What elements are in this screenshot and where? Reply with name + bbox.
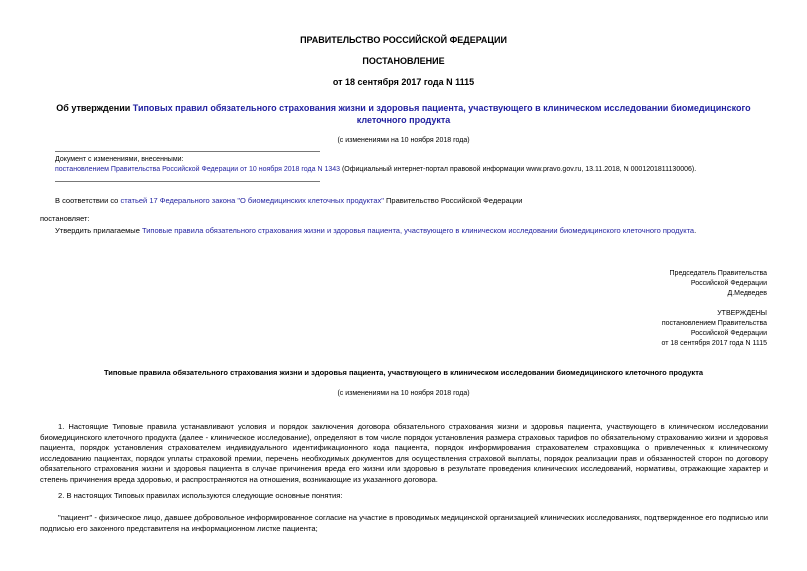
- amendment-link[interactable]: постановлением Правительства Российской Федерации от 10 ноября 2018 года N 1343: [55, 166, 341, 173]
- signature-position-2: Российской Федерации: [690, 280, 767, 287]
- rules-paragraph-2: 2. В настоящих Типовых правилах используются следующие основные понятия:: [58, 491, 343, 500]
- rules-paragraph-1: 1. Настоящие Типовые правила устанавливают условия и порядок заключения договора обязательного страхования жизни и здоровья пациента, участвующего в клиническом исследовании биомедицинского клеточного продукта (далее - клиническое исследование), определяют в том числе порядок установления размера страховых тарифов по обязательному страхованию жизни и здоровья пациента, порядок установления страхователем индивидуального идентификационного кода пациента, порядок информирования страхователем страховщика о привлеченных к клиническому исследованию пациентах, порядок уплаты страховой премии, перечень необходимых документов для осуществления страховой выплаты, порядок реализации прав и обязанностей сторон по договору обязательного страхования жизни и здоровья пациента в случае причинения вреда его жизни или здоровью в результате проведения клинических исследований, нормативы, отражающие характер и степень причинения вреда здоровью, и распространяются на отношения, возникающие из указанного договора.: [40, 422, 768, 484]
- document-title: [0, 103, 807, 113]
- federal-law-link[interactable]: статьей 17 Федерального закона "О биомедицинских клеточных продуктах": [120, 196, 384, 205]
- signature-name: Д.Медведев: [727, 290, 767, 297]
- approved-heading: УТВЕРЖДЕНЫ: [717, 310, 767, 317]
- decree-approve: [55, 226, 696, 235]
- approved-line-4: от 18 сентября 2017 года N 1115: [661, 340, 767, 347]
- approve-text-after: .: [694, 226, 697, 235]
- approved-rules-link[interactable]: Типовые правила обязательного страхования жизни и здоровья пациента, участвующего в клиническом исследовании биомедицинского клеточного продукта: [141, 226, 695, 235]
- document-date-number: от 18 сентября 2017 года N 1115: [332, 77, 475, 87]
- approved-line-3: Российской Федерации: [690, 330, 767, 337]
- title-link-continued[interactable]: клеточного продукта: [356, 115, 451, 125]
- approve-text-before: Утвердить прилагаемые: [55, 226, 142, 235]
- government-heading: ПРАВИТЕЛЬСТВО РОССИЙСКОЙ ФЕДЕРАЦИИ: [300, 35, 507, 45]
- decree-word: постановляет:: [40, 214, 90, 223]
- amendments-entry: [55, 166, 696, 173]
- title-prefix: Об утверждении: [56, 103, 131, 113]
- amendment-source: (Официальный интернет-портал правовой информации www.pravo.gov.ru, 13.11.2018, N 0001201811130006).: [340, 166, 697, 173]
- amendments-top-rule: [55, 151, 320, 152]
- amendments-bottom-rule: [55, 181, 320, 182]
- title-link[interactable]: Типовых правил обязательного страхования жизни и здоровья пациента, участвующего в клиническом исследовании биомедицинского: [132, 103, 751, 113]
- preamble-text-after: Правительство Российской Федерации: [383, 196, 523, 205]
- rules-amendments-note: (с изменениями на 10 ноября 2018 года): [337, 390, 470, 397]
- preamble-text-before: В соответствии со: [55, 196, 121, 205]
- amendments-label: Документ с изменениями, внесенными:: [55, 156, 184, 163]
- title-amendments-note: (с изменениями на 10 ноября 2018 года): [337, 137, 470, 144]
- document-type: ПОСТАНОВЛЕНИЕ: [362, 56, 445, 66]
- rules-paragraph-3: "пациент" - физическое лицо, давшее добровольное информированное согласие на участие в проводимых медицинской организацией клинических исследованиях, подтвержденное его подписью или подписью его законного представителя на информационном листке пациента;: [40, 513, 768, 533]
- signature-position: Председатель Правительства: [669, 270, 767, 277]
- preamble: [55, 196, 522, 205]
- rules-title: Типовые правила обязательного страхования жизни и здоровья пациента, участвующего в клиническом исследовании биомедицинского клеточного продукта: [103, 368, 704, 377]
- approved-line-2: постановлением Правительства: [661, 320, 767, 327]
